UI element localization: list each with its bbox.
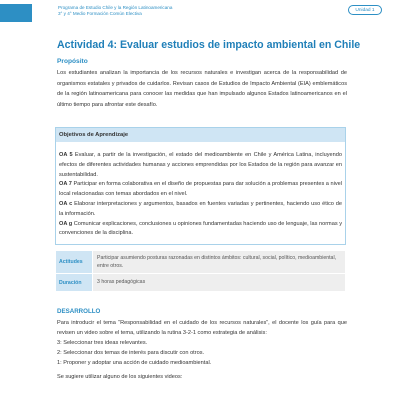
desarrollo-heading: DESARROLLO — [57, 308, 101, 315]
objective-item — [59, 151, 342, 180]
program-line-1: Programa de Estudio Chile y la Región Latinoamericana — [58, 5, 173, 10]
objective-text: Evaluar, a partir de la investigación, el estado del medioambiente en Chile y América Latina, incluyendo efectos de diferentes actividades humanas y acciones emprendidas por los Estados de la región para avanzar en sustentabilidad. — [59, 152, 342, 178]
table-row — [56, 274, 346, 292]
objective-text: Comunicar explicaciones, conclusiones u opiniones fundamentadas haciendo uso de lenguaje, las normas y convenciones de la disciplina. — [59, 220, 342, 237]
document-header — [0, 0, 400, 22]
objectives-list — [56, 142, 345, 239]
objectives-heading: Objetivos de Aprendizaje — [56, 128, 345, 142]
purpose-text: Los estudiantes analizan la importancia de los recursos naturales e investigan acerca de la responsabilidad de organismos estatales y privados de cuidarlos. Revisan casos de Estudios de Impacto Ambiental (EIA) emblemáticos de la región latinoamericana para conocer las medidas que han impulsado algunos Estados latinoamericanos en el último tiempo para afrontar este desafío. — [57, 70, 347, 108]
objective-item — [59, 220, 342, 240]
activity-title: Actividad 4: Evaluar estudios de impacto ambiental en Chile — [57, 39, 361, 51]
list-item: 2: Seleccionar dos temas de interés para discutir con otros. — [57, 350, 205, 356]
purpose-heading: Propósito — [57, 58, 88, 65]
actitudes-value: Participar asumiendo posturas razonadas en distintos ámbitos: cultural, social, político, medioambiental, entre otros. — [93, 251, 346, 274]
list-item: 1: Proponer y adoptar una acción de cuidado medioambiental. — [57, 360, 212, 366]
program-name — [58, 5, 172, 16]
unit-badge: Unidad 1 — [348, 5, 382, 15]
actitudes-label: Actitudes — [56, 251, 93, 274]
objectives-box — [55, 127, 346, 245]
objective-text: Participar en forma colaborativa en el diseño de propuestas para dar solución a problemas presentes a nivel local relacionadas con temas abordados en el nivel. — [59, 181, 342, 198]
objective-code: OA 5 — [59, 152, 73, 158]
desarrollo-intro: Para introducir el tema “Responsabilidad en el cuidado de los recursos naturales”, el docente los guía para que revisen un video sobre el tema, utilizando la rutina 3-2-1 como estrategia de análisis: — [57, 320, 347, 336]
duracion-label: Duración — [56, 274, 93, 292]
objective-item — [59, 200, 342, 220]
activity-info-table — [55, 250, 346, 292]
objective-code: OA 7 — [59, 181, 72, 188]
videos-intro: Se sugiere utilizar alguno de los siguientes videos: — [57, 374, 183, 380]
duracion-value: 3 horas pedagógicas — [93, 274, 346, 292]
objective-code: OA g — [59, 220, 73, 227]
objective-item — [59, 180, 342, 200]
program-line-2: 3° y 4° Medio Formación Común Electiva — [58, 10, 142, 16]
table-row — [56, 251, 346, 274]
objective-text: Elaborar interpretaciones y argumentos, basados en fuentes variadas y pertinentes, haciendo uso ético de la información. — [59, 200, 342, 217]
header-accent-stripe — [0, 4, 32, 22]
objective-code: OA c — [59, 200, 73, 207]
list-item: 3: Seleccionar tres ideas relevantes. — [57, 340, 148, 346]
